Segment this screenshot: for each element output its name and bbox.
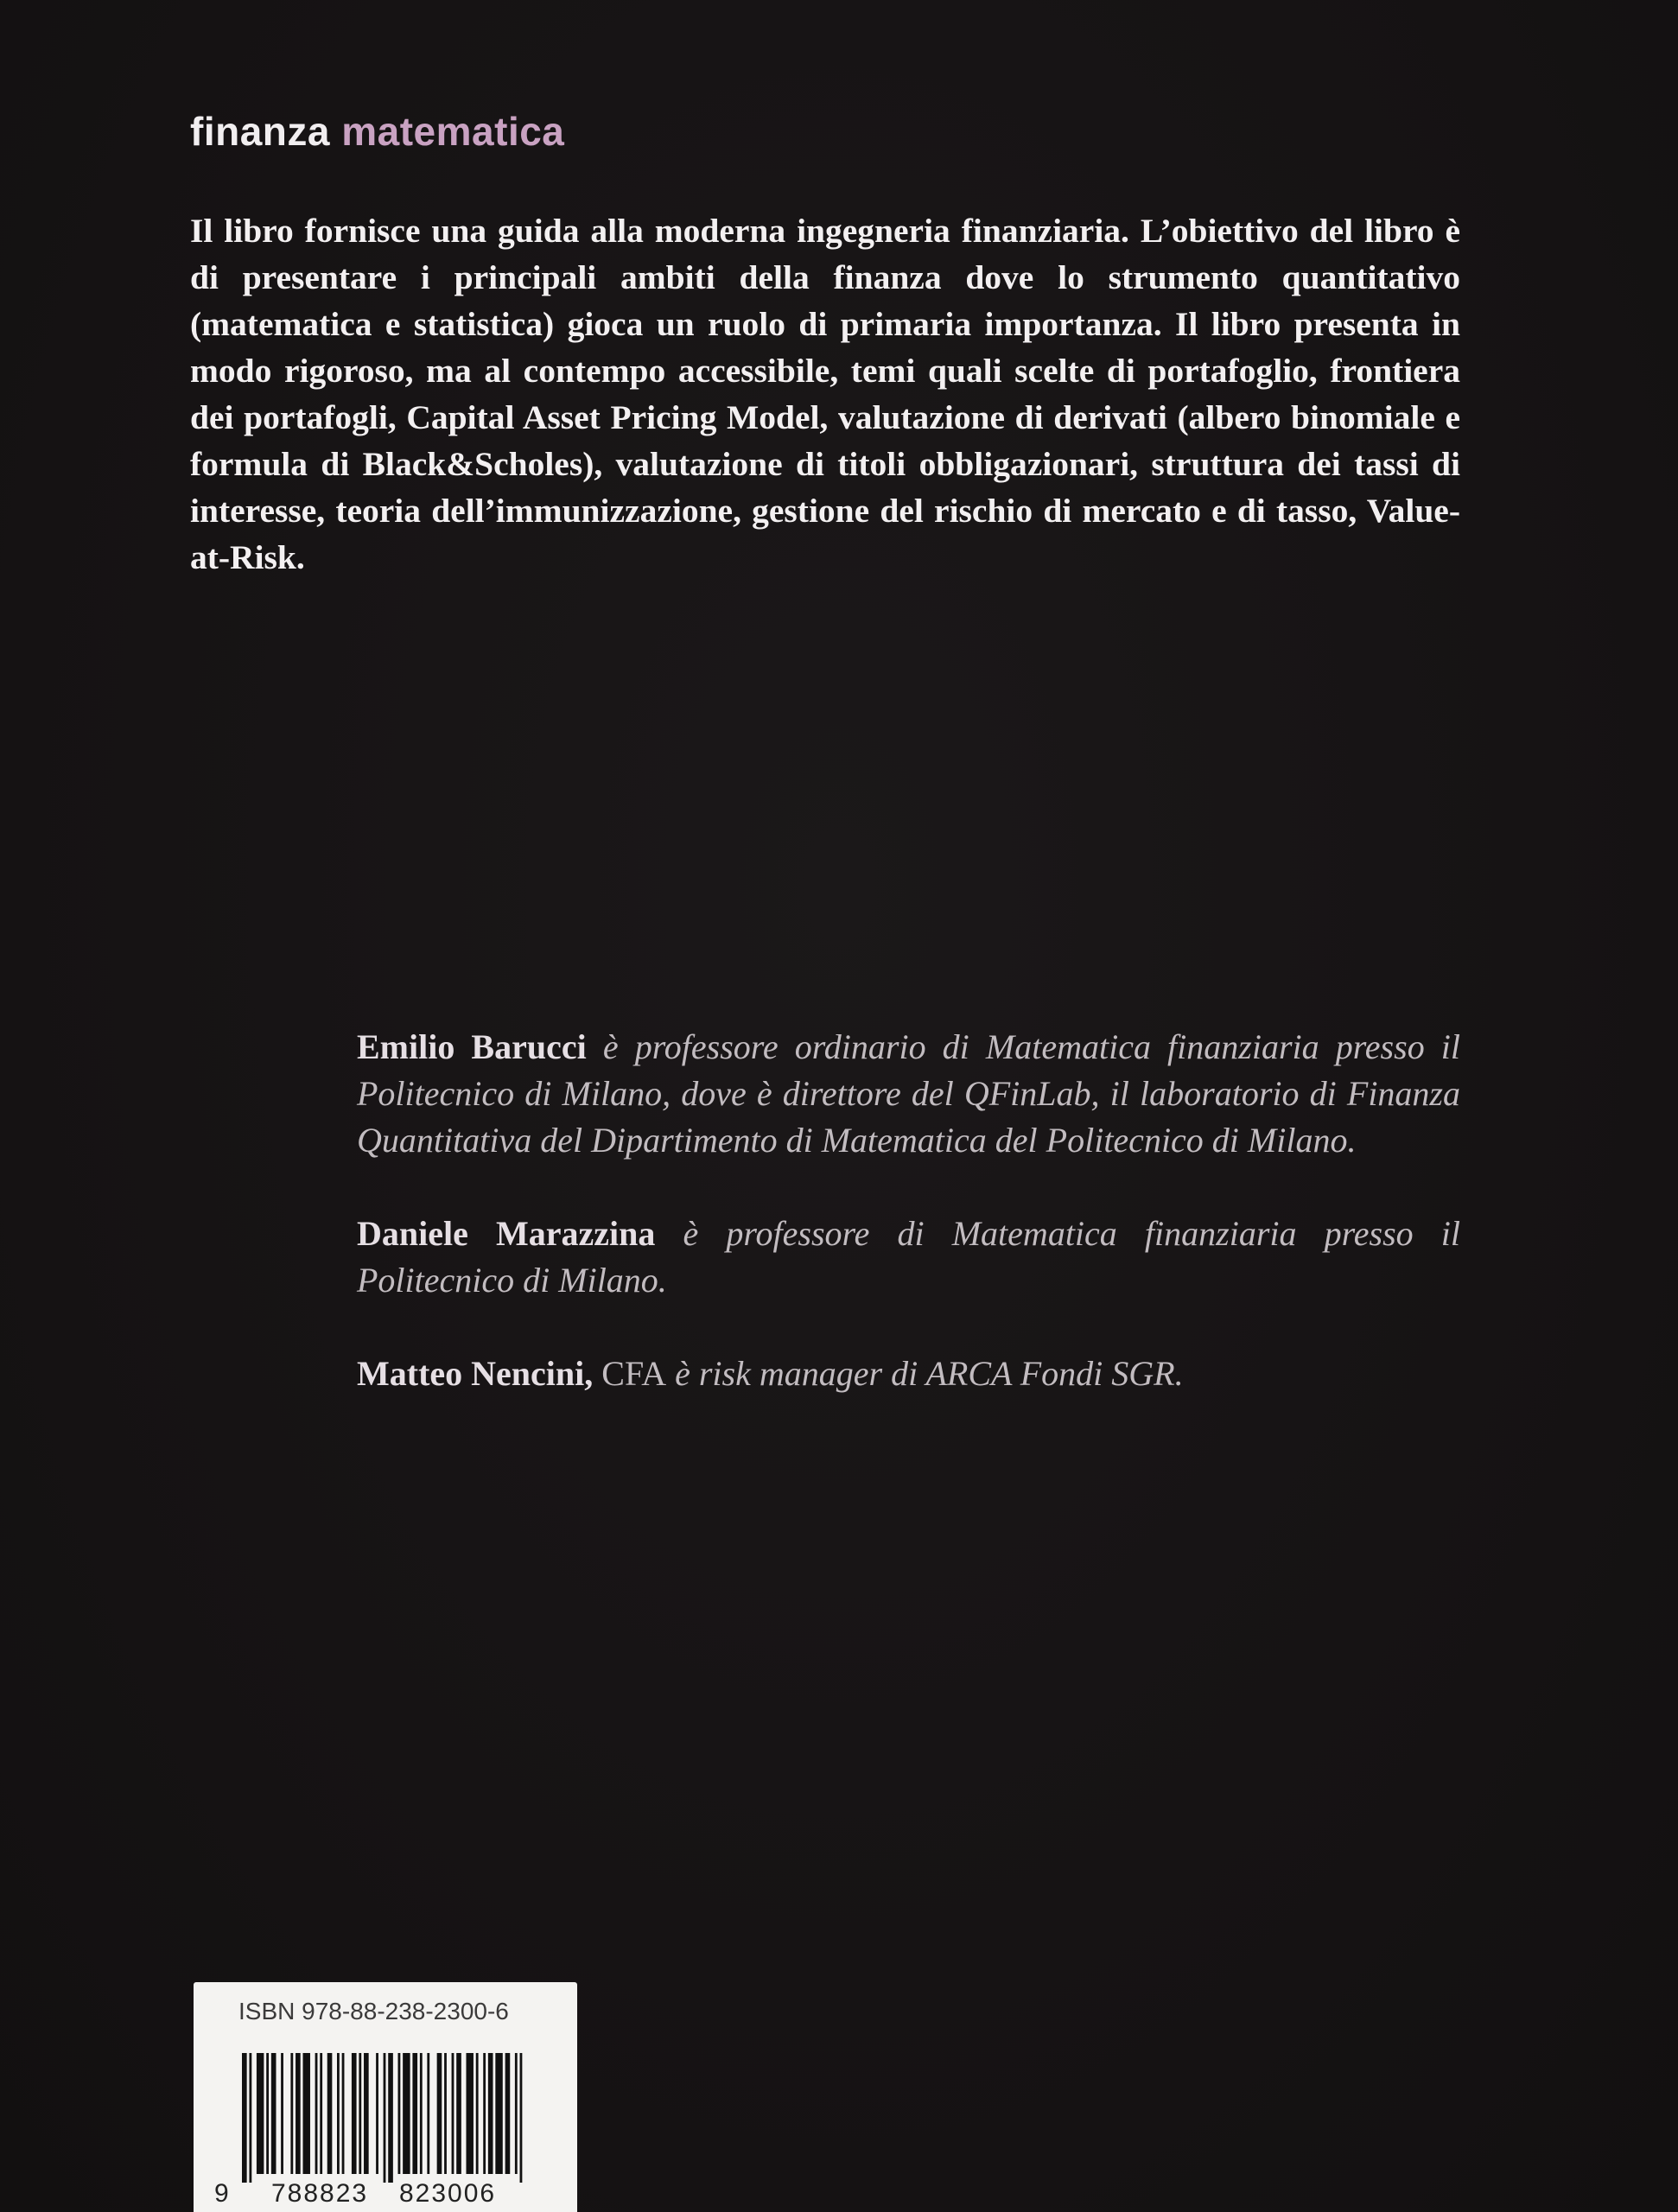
barcode-bar xyxy=(412,2053,417,2174)
barcode-bar xyxy=(337,2053,340,2174)
barcode-digits xyxy=(194,2179,577,2212)
barcode-bar xyxy=(359,2053,361,2174)
barcode-digit-first: 9 xyxy=(214,2179,231,2208)
barcode-bar xyxy=(376,2053,378,2174)
author-name: Daniele Marazzina xyxy=(357,1214,656,1253)
description-text: Il libro fornisce una guida alla moderna ingegneria finanziaria. L’obiettivo del libro è di presentare i principali ambiti della finanza dove lo strumento quantitativo (matematica e statistica) gioca un ruolo di primaria importanza. Il libro presenta in modo rigoroso, ma al contempo accessibile, temi quali scelte di portafoglio, frontiera dei portafogli, Capital Asset Pricing Model, valutazione di derivati (albero binomiale e formula di Black&Scholes), valutazione di titoli obbligazionari, struttura dei tassi di interesse, teoria dell’immunizzazione, gestione del rischio di mercato e di tasso, Value-at-Risk. xyxy=(190,212,1460,576)
barcode-bar xyxy=(515,2053,518,2174)
barcode-label xyxy=(194,1982,577,2212)
barcode-bar xyxy=(342,2053,345,2174)
author-name: Matteo Nencini, xyxy=(357,1354,594,1393)
barcode-bar xyxy=(327,2053,333,2174)
author-bio-nencini xyxy=(357,1351,1460,1397)
barcode-bar xyxy=(456,2053,461,2174)
author-bios xyxy=(357,1024,1460,1444)
barcode-bar xyxy=(257,2053,264,2174)
barcode-bar xyxy=(281,2053,283,2174)
barcode-bar xyxy=(444,2053,447,2174)
barcode-bar xyxy=(388,2053,393,2183)
barcode-bar xyxy=(315,2053,318,2174)
barcode-bar xyxy=(466,2053,473,2174)
barcode-bar xyxy=(483,2053,486,2174)
author-bio-text: è professore di Matematica finanziaria presso il Politecnico di Milano. xyxy=(357,1214,1460,1300)
barcode-bar xyxy=(398,2053,401,2174)
barcode-bar xyxy=(364,2053,369,2174)
barcode-digits-right: 823006 xyxy=(399,2179,497,2208)
series-word-finanza: finanza xyxy=(190,109,330,154)
barcode-bar xyxy=(320,2053,322,2174)
barcode-bar xyxy=(420,2053,423,2174)
barcode-bar xyxy=(384,2053,386,2183)
author-bio-barucci xyxy=(357,1024,1460,1164)
barcode-icon xyxy=(242,2053,527,2183)
barcode-bar xyxy=(488,2053,493,2174)
barcode-bar xyxy=(520,2053,523,2183)
barcode-digits-left: 788823 xyxy=(271,2179,369,2208)
barcode-bar xyxy=(296,2053,301,2174)
author-bio-text: è professore ordinario di Matematica finanziaria presso il Politecnico di Milano, dove è direttore del QFinLab, il laboratorio di Finanza Quantitativa del Dipartimento di Matematica del Politecnico di Milano. xyxy=(357,1027,1461,1160)
author-name: Emilio Barucci xyxy=(357,1027,587,1066)
isbn-text: ISBN 978-88-238-2300-6 xyxy=(238,1998,509,2024)
barcode-bar xyxy=(266,2053,269,2174)
barcode-bar xyxy=(427,2053,429,2174)
barcode-bar xyxy=(303,2053,310,2174)
series-word-matematica: matematica xyxy=(341,109,565,154)
author-title: CFA xyxy=(593,1354,667,1393)
barcode-bar xyxy=(437,2053,442,2174)
barcode-bar xyxy=(505,2053,511,2174)
barcode-bar xyxy=(271,2053,276,2174)
barcode-bar xyxy=(290,2053,293,2174)
barcode-bar xyxy=(249,2053,251,2183)
barcode-bar xyxy=(495,2053,502,2174)
barcode-bar xyxy=(352,2053,357,2174)
book-description xyxy=(190,207,1460,581)
barcode-bar xyxy=(242,2053,247,2183)
series-title xyxy=(190,108,564,155)
barcode-bar xyxy=(452,2053,454,2174)
barcode-bar xyxy=(403,2053,410,2174)
author-bio-marazzina xyxy=(357,1211,1460,1304)
author-bio-text: è risk manager di ARCA Fondi SGR. xyxy=(666,1354,1184,1393)
barcode-bar xyxy=(476,2053,479,2174)
